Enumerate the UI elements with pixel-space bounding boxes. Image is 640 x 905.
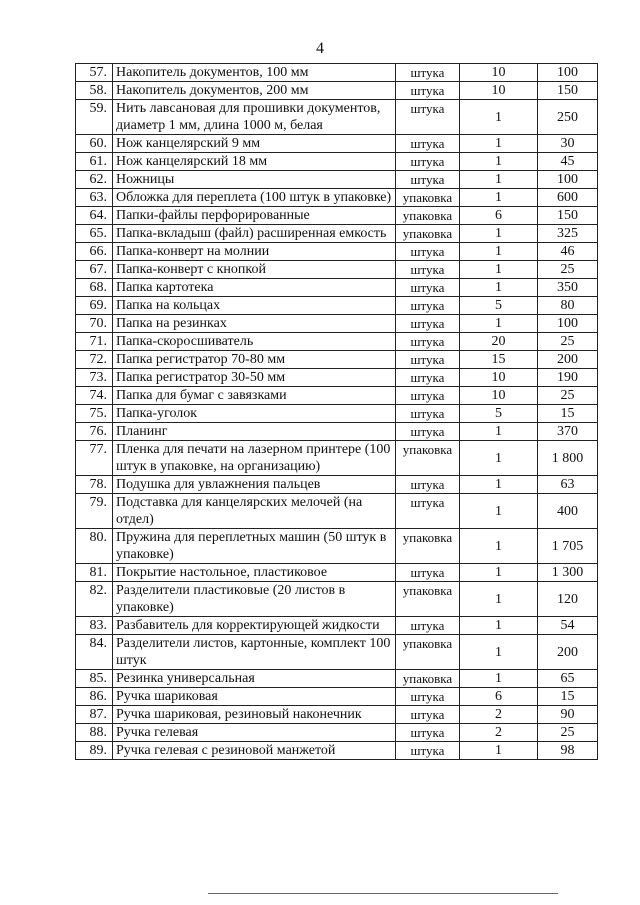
item-name: Ручка шариковая, резиновый наконечник bbox=[113, 706, 396, 724]
item-name: Ручка гелевая с резиновой манжетой bbox=[113, 742, 396, 760]
item-quantity: 2 bbox=[460, 724, 538, 742]
item-quantity: 1 bbox=[460, 279, 538, 297]
item-price: 100 bbox=[538, 64, 598, 82]
item-quantity: 1 bbox=[460, 670, 538, 688]
item-name: Папка на кольцах bbox=[113, 297, 396, 315]
table-row bbox=[76, 724, 598, 742]
row-number: 84. bbox=[76, 635, 113, 670]
item-unit: штука bbox=[396, 387, 460, 405]
item-price: 65 bbox=[538, 670, 598, 688]
row-number: 61. bbox=[76, 153, 113, 171]
row-number: 75. bbox=[76, 405, 113, 423]
item-name: Подушка для увлажнения пальцев bbox=[113, 476, 396, 494]
item-quantity: 1 bbox=[460, 476, 538, 494]
item-price: 200 bbox=[538, 635, 598, 670]
item-name: Накопитель документов, 200 мм bbox=[113, 82, 396, 100]
table-row bbox=[76, 315, 598, 333]
item-name: Планинг bbox=[113, 423, 396, 441]
item-quantity: 20 bbox=[460, 333, 538, 351]
item-unit: штука bbox=[396, 494, 460, 529]
item-name: Ножницы bbox=[113, 171, 396, 189]
table-row bbox=[76, 688, 598, 706]
item-price: 150 bbox=[538, 82, 598, 100]
row-number: 82. bbox=[76, 582, 113, 617]
item-price: 15 bbox=[538, 405, 598, 423]
item-price: 150 bbox=[538, 207, 598, 225]
item-name: Обложка для переплета (100 штук в упаковке) bbox=[113, 189, 396, 207]
item-quantity: 6 bbox=[460, 688, 538, 706]
table-row bbox=[76, 243, 598, 261]
row-number: 68. bbox=[76, 279, 113, 297]
item-price: 250 bbox=[538, 100, 598, 135]
item-price: 80 bbox=[538, 297, 598, 315]
row-number: 71. bbox=[76, 333, 113, 351]
row-number: 62. bbox=[76, 171, 113, 189]
item-unit: упаковка bbox=[396, 529, 460, 564]
item-price: 200 bbox=[538, 351, 598, 369]
item-quantity: 1 bbox=[460, 225, 538, 243]
item-unit: штука bbox=[396, 243, 460, 261]
item-price: 100 bbox=[538, 171, 598, 189]
item-quantity: 1 bbox=[460, 635, 538, 670]
item-name: Пленка для печати на лазерном принтере (100 штук в упаковке, на организацию) bbox=[113, 441, 396, 476]
item-name: Папка-конверт с кнопкой bbox=[113, 261, 396, 279]
row-number: 89. bbox=[76, 742, 113, 760]
item-name: Папка-скоросшиватель bbox=[113, 333, 396, 351]
item-unit: штука bbox=[396, 706, 460, 724]
item-unit: упаковка bbox=[396, 225, 460, 243]
item-unit: штука bbox=[396, 688, 460, 706]
table-body bbox=[76, 64, 598, 760]
item-price: 45 bbox=[538, 153, 598, 171]
item-unit: упаковка bbox=[396, 582, 460, 617]
item-price: 15 bbox=[538, 688, 598, 706]
row-number: 77. bbox=[76, 441, 113, 476]
item-name: Разбавитель для корректирующей жидкости bbox=[113, 617, 396, 635]
row-number: 87. bbox=[76, 706, 113, 724]
table-row bbox=[76, 529, 598, 564]
table-row bbox=[76, 82, 598, 100]
row-number: 58. bbox=[76, 82, 113, 100]
row-number: 79. bbox=[76, 494, 113, 529]
item-name: Папка на резинках bbox=[113, 315, 396, 333]
table-row bbox=[76, 476, 598, 494]
table-row bbox=[76, 297, 598, 315]
item-name: Нож канцелярский 9 мм bbox=[113, 135, 396, 153]
item-unit: штука bbox=[396, 82, 460, 100]
item-name: Накопитель документов, 100 мм bbox=[113, 64, 396, 82]
item-quantity: 10 bbox=[460, 82, 538, 100]
item-quantity: 1 bbox=[460, 243, 538, 261]
item-quantity: 15 bbox=[460, 351, 538, 369]
table-row bbox=[76, 564, 598, 582]
table-row bbox=[76, 635, 598, 670]
row-number: 80. bbox=[76, 529, 113, 564]
item-unit: штука bbox=[396, 564, 460, 582]
item-quantity: 1 bbox=[460, 494, 538, 529]
table-row bbox=[76, 64, 598, 82]
item-quantity: 10 bbox=[460, 369, 538, 387]
item-name: Покрытие настольное, пластиковое bbox=[113, 564, 396, 582]
row-number: 78. bbox=[76, 476, 113, 494]
table-row bbox=[76, 153, 598, 171]
item-unit: штука bbox=[396, 135, 460, 153]
item-unit: штука bbox=[396, 724, 460, 742]
row-number: 57. bbox=[76, 64, 113, 82]
item-price: 1 705 bbox=[538, 529, 598, 564]
row-number: 59. bbox=[76, 100, 113, 135]
table-row bbox=[76, 441, 598, 476]
item-price: 98 bbox=[538, 742, 598, 760]
table-row bbox=[76, 423, 598, 441]
table-row bbox=[76, 742, 598, 760]
item-unit: штука bbox=[396, 476, 460, 494]
item-name: Папка-конверт на молнии bbox=[113, 243, 396, 261]
table-row bbox=[76, 387, 598, 405]
item-price: 370 bbox=[538, 423, 598, 441]
item-quantity: 1 bbox=[460, 261, 538, 279]
item-price: 25 bbox=[538, 261, 598, 279]
item-price: 120 bbox=[538, 582, 598, 617]
row-number: 66. bbox=[76, 243, 113, 261]
item-unit: упаковка bbox=[396, 189, 460, 207]
item-unit: штука bbox=[396, 261, 460, 279]
row-number: 69. bbox=[76, 297, 113, 315]
item-quantity: 1 bbox=[460, 315, 538, 333]
item-unit: упаковка bbox=[396, 441, 460, 476]
item-quantity: 1 bbox=[460, 100, 538, 135]
row-number: 81. bbox=[76, 564, 113, 582]
item-price: 1 300 bbox=[538, 564, 598, 582]
item-unit: штука bbox=[396, 315, 460, 333]
item-price: 90 bbox=[538, 706, 598, 724]
row-number: 86. bbox=[76, 688, 113, 706]
row-number: 88. bbox=[76, 724, 113, 742]
item-quantity: 1 bbox=[460, 153, 538, 171]
item-price: 400 bbox=[538, 494, 598, 529]
item-quantity: 1 bbox=[460, 617, 538, 635]
item-unit: штука bbox=[396, 333, 460, 351]
item-quantity: 1 bbox=[460, 582, 538, 617]
item-price: 25 bbox=[538, 387, 598, 405]
item-name: Разделители листов, картонные, комплект 100 штук bbox=[113, 635, 396, 670]
item-price: 54 bbox=[538, 617, 598, 635]
row-number: 70. bbox=[76, 315, 113, 333]
item-name: Папка-вкладыш (файл) расширенная емкость bbox=[113, 225, 396, 243]
item-price: 350 bbox=[538, 279, 598, 297]
item-quantity: 1 bbox=[460, 171, 538, 189]
item-quantity: 5 bbox=[460, 297, 538, 315]
item-quantity: 1 bbox=[460, 189, 538, 207]
item-price: 325 bbox=[538, 225, 598, 243]
item-quantity: 1 bbox=[460, 742, 538, 760]
table-row bbox=[76, 405, 598, 423]
item-unit: штука bbox=[396, 617, 460, 635]
item-name: Ручка гелевая bbox=[113, 724, 396, 742]
table-row bbox=[76, 617, 598, 635]
item-quantity: 10 bbox=[460, 64, 538, 82]
item-unit: штука bbox=[396, 351, 460, 369]
item-quantity: 1 bbox=[460, 441, 538, 476]
table-row bbox=[76, 351, 598, 369]
item-unit: упаковка bbox=[396, 670, 460, 688]
item-unit: штука bbox=[396, 297, 460, 315]
item-name: Папка картотека bbox=[113, 279, 396, 297]
item-unit: штука bbox=[396, 405, 460, 423]
item-unit: штука bbox=[396, 369, 460, 387]
row-number: 67. bbox=[76, 261, 113, 279]
row-number: 85. bbox=[76, 670, 113, 688]
item-name: Папка регистратор 70-80 мм bbox=[113, 351, 396, 369]
item-unit: штука bbox=[396, 423, 460, 441]
table-row bbox=[76, 706, 598, 724]
item-name: Разделители пластиковые (20 листов в упаковке) bbox=[113, 582, 396, 617]
item-quantity: 1 bbox=[460, 135, 538, 153]
item-price: 1 800 bbox=[538, 441, 598, 476]
row-number: 60. bbox=[76, 135, 113, 153]
item-quantity: 2 bbox=[460, 706, 538, 724]
row-number: 63. bbox=[76, 189, 113, 207]
item-price: 63 bbox=[538, 476, 598, 494]
item-unit: штука bbox=[396, 171, 460, 189]
item-unit: штука bbox=[396, 64, 460, 82]
table-row bbox=[76, 369, 598, 387]
item-name: Папки-файлы перфорированные bbox=[113, 207, 396, 225]
item-price: 30 bbox=[538, 135, 598, 153]
item-name: Нить лавсановая для прошивки документов, диаметр 1 мм, длина 1000 м, белая bbox=[113, 100, 396, 135]
item-price: 46 bbox=[538, 243, 598, 261]
item-unit: упаковка bbox=[396, 635, 460, 670]
table-row bbox=[76, 582, 598, 617]
item-price: 190 bbox=[538, 369, 598, 387]
row-number: 72. bbox=[76, 351, 113, 369]
item-unit: упаковка bbox=[396, 207, 460, 225]
item-quantity: 1 bbox=[460, 423, 538, 441]
item-name: Пружина для переплетных машин (50 штук в упаковке) bbox=[113, 529, 396, 564]
item-name: Папка-уголок bbox=[113, 405, 396, 423]
table-row bbox=[76, 207, 598, 225]
row-number: 64. bbox=[76, 207, 113, 225]
page-number: 4 bbox=[316, 40, 324, 57]
table-row bbox=[76, 261, 598, 279]
row-number: 73. bbox=[76, 369, 113, 387]
row-number: 65. bbox=[76, 225, 113, 243]
item-quantity: 6 bbox=[460, 207, 538, 225]
item-name: Ручка шариковая bbox=[113, 688, 396, 706]
item-unit: штука bbox=[396, 742, 460, 760]
table-row bbox=[76, 135, 598, 153]
table-row bbox=[76, 333, 598, 351]
item-quantity: 10 bbox=[460, 387, 538, 405]
item-name: Папка регистратор 30-50 мм bbox=[113, 369, 396, 387]
table-row bbox=[76, 171, 598, 189]
item-unit: штука bbox=[396, 153, 460, 171]
item-name: Папка для бумаг с завязками bbox=[113, 387, 396, 405]
table-row bbox=[76, 494, 598, 529]
footer-divider bbox=[208, 893, 558, 894]
item-name: Резинка универсальная bbox=[113, 670, 396, 688]
item-price: 25 bbox=[538, 724, 598, 742]
item-name: Нож канцелярский 18 мм bbox=[113, 153, 396, 171]
item-quantity: 1 bbox=[460, 529, 538, 564]
table-row bbox=[76, 670, 598, 688]
item-price: 25 bbox=[538, 333, 598, 351]
row-number: 74. bbox=[76, 387, 113, 405]
table-row bbox=[76, 279, 598, 297]
table-row bbox=[76, 100, 598, 135]
table-row bbox=[76, 225, 598, 243]
row-number: 83. bbox=[76, 617, 113, 635]
item-price: 100 bbox=[538, 315, 598, 333]
supplies-table bbox=[75, 63, 598, 760]
item-quantity: 5 bbox=[460, 405, 538, 423]
item-price: 600 bbox=[538, 189, 598, 207]
item-unit: штука bbox=[396, 279, 460, 297]
item-quantity: 1 bbox=[460, 564, 538, 582]
row-number: 76. bbox=[76, 423, 113, 441]
item-unit: штука bbox=[396, 100, 460, 135]
item-name: Подставка для канцелярских мелочей (на отдел) bbox=[113, 494, 396, 529]
table-row bbox=[76, 189, 598, 207]
